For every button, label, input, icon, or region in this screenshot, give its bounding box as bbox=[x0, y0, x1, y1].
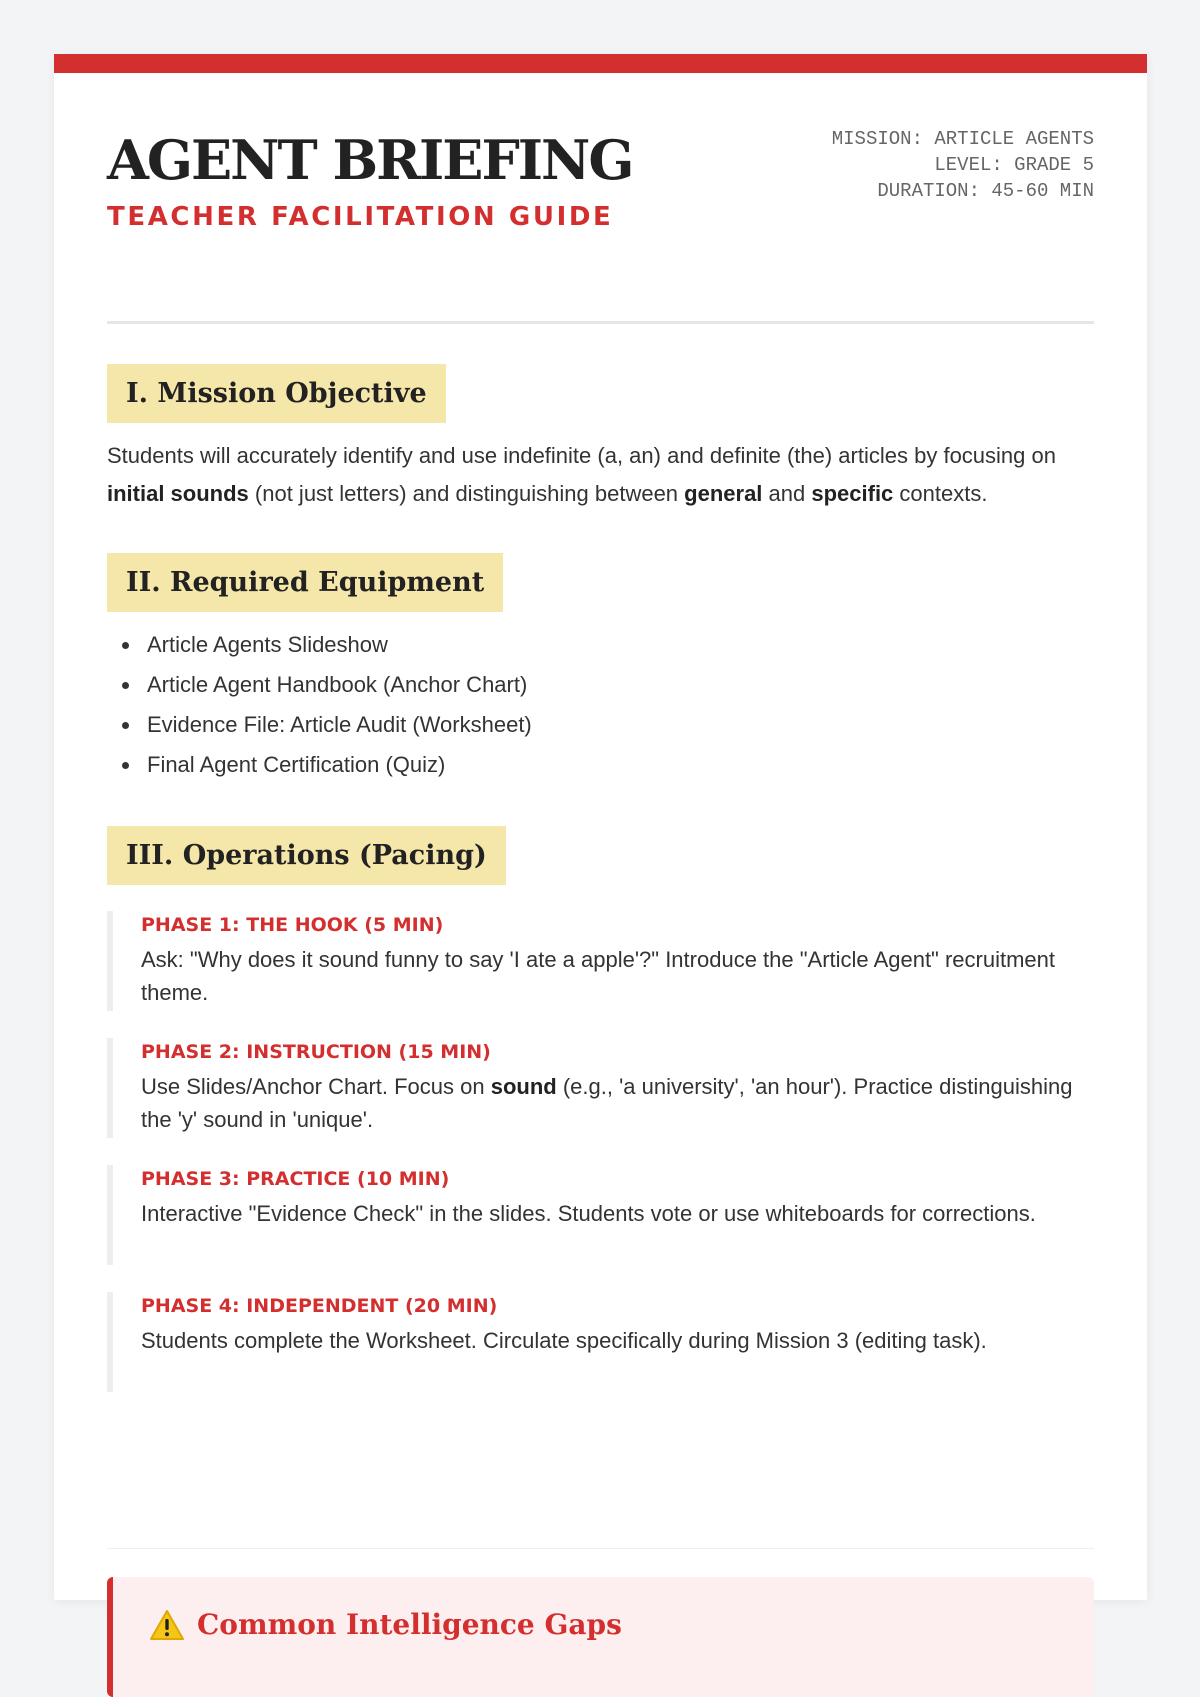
objective-bold-specific: specific bbox=[811, 481, 894, 506]
page-title: AGENT BRIEFING bbox=[107, 128, 633, 192]
meta-mission: MISSION: ARTICLE AGENTS bbox=[831, 128, 1094, 150]
equipment-item: Final Agent Certification (Quiz) bbox=[107, 745, 1094, 785]
phase-block-2 bbox=[107, 1038, 1094, 1138]
phase-block-3 bbox=[107, 1165, 1094, 1265]
phase-description-bold: sound bbox=[490, 1074, 557, 1099]
phase-block-1 bbox=[107, 911, 1094, 1011]
objective-bold-initial-sounds: initial sounds bbox=[107, 481, 249, 506]
section-divider bbox=[107, 1548, 1094, 1549]
phase-description bbox=[141, 1070, 1094, 1136]
objective-text-part: Students will accurately identify and use indefinite (a, an) and definite (the) articles by focusing on bbox=[107, 443, 1056, 468]
objective-text-part: (not just letters) and distinguishing between bbox=[248, 481, 685, 506]
phase-description: Interactive "Evidence Check" in the slides. Students vote or use whiteboards for corrections. bbox=[141, 1201, 1036, 1226]
mission-meta bbox=[832, 126, 1094, 204]
gaps-heading bbox=[149, 1607, 622, 1643]
phase-description-part: (e.g., 'a university', 'an hour'). Practice distinguishing the 'y' sound in 'unique'. bbox=[141, 1074, 1073, 1132]
meta-level: LEVEL: GRADE 5 bbox=[934, 154, 1094, 176]
top-accent-bar bbox=[54, 54, 1147, 73]
objective-bold-general: general bbox=[684, 481, 763, 506]
objective-text bbox=[107, 437, 1094, 513]
phase-title: PHASE 1: THE HOOK (5 MIN) bbox=[141, 914, 444, 936]
phase-list bbox=[107, 911, 1094, 1392]
phase-description: Students complete the Worksheet. Circulate specifically during Mission 3 (editing task). bbox=[141, 1328, 987, 1353]
meta-duration: DURATION: 45-60 MIN bbox=[877, 180, 1094, 202]
gaps-title: Common Intelligence Gaps bbox=[197, 1608, 622, 1641]
section-heading-equipment: II. Required Equipment bbox=[107, 553, 503, 612]
warning-icon bbox=[149, 1609, 185, 1641]
intelligence-gaps-callout bbox=[107, 1577, 1094, 1697]
phase-description: Ask: "Why does it sound funny to say 'I ate a apple'?" Introduce the "Article Agent" recruitment theme. bbox=[141, 947, 1056, 1005]
equipment-list bbox=[107, 625, 1094, 785]
section-heading-objective: I. Mission Objective bbox=[107, 364, 446, 423]
phase-title: PHASE 2: INSTRUCTION (15 MIN) bbox=[141, 1041, 491, 1063]
equipment-item: Evidence File: Article Audit (Worksheet) bbox=[107, 705, 1094, 745]
phase-description-part: Use Slides/Anchor Chart. Focus on bbox=[141, 1074, 491, 1099]
document-header bbox=[107, 73, 1094, 324]
briefing-sheet bbox=[54, 54, 1147, 1641]
document-content bbox=[107, 73, 1094, 1641]
objective-text-part: contexts. bbox=[893, 481, 988, 506]
equipment-item: Article Agents Slideshow bbox=[107, 625, 1094, 665]
phase-block-4 bbox=[107, 1292, 1094, 1392]
objective-text-part: and bbox=[762, 481, 812, 506]
page-subtitle: TEACHER FACILITATION GUIDE bbox=[107, 202, 614, 232]
phase-title: PHASE 3: PRACTICE (10 MIN) bbox=[141, 1168, 450, 1190]
phase-title: PHASE 4: INDEPENDENT (20 MIN) bbox=[141, 1295, 498, 1317]
section-heading-operations: III. Operations (Pacing) bbox=[107, 826, 506, 885]
equipment-item: Article Agent Handbook (Anchor Chart) bbox=[107, 665, 1094, 705]
